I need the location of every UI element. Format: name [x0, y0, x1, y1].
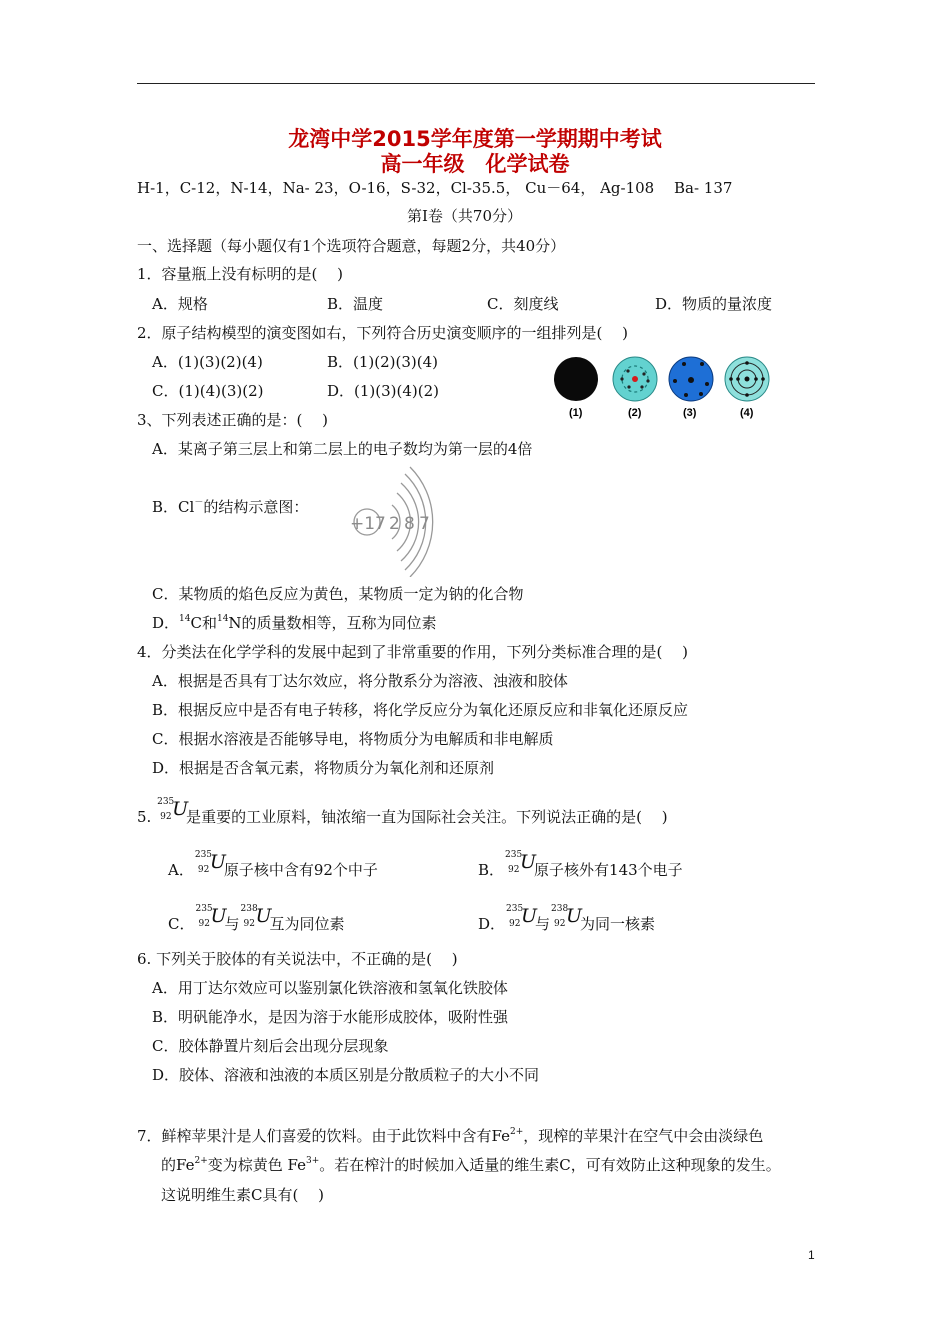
q4-option-a: A．根据是否具有丁达尔效应，将分散系分为溶液、浊液和胶体 [152, 672, 568, 690]
q5-option-a: A． 235 92 U 原子核中含有92个中子 [168, 850, 378, 879]
q4-option-b: B．根据反应中是否有电子转移，将化学反应分为氧化还原反应和非氧化还原反应 [152, 701, 689, 719]
q6-option-a: A．用丁达尔效应可以鉴别氯化铁溶液和氢氧化铁胶体 [152, 979, 508, 997]
q1-option-a: A．规格 [152, 295, 208, 313]
model-1-dalton [554, 357, 598, 401]
shell-2-electrons: 8 [404, 514, 415, 534]
model-4-bohr [725, 357, 769, 401]
q7-line-3: 这说明维生素C具有( ) [161, 1186, 324, 1204]
q6-option-c: C．胶体静置片刻后会出现分层现象 [152, 1037, 389, 1055]
u235-symbol: 235 92 U [157, 797, 189, 822]
exam-title: 龙湾中学2015学年度第一学期期中考试 [288, 127, 662, 151]
q2-option-a: A．(1)(3)(2)(4) [152, 353, 263, 371]
shell-3-electrons: 7 [419, 514, 430, 534]
nucleus-charge: +17 [350, 514, 386, 534]
model-label-3: (3) [683, 407, 697, 419]
volume-heading: 第I卷（共70分） [407, 207, 523, 225]
q1-option-c: C．刻度线 [487, 295, 559, 313]
q5-option-d: D． 235 92 U 与 238 92 U 为同一核素 [478, 904, 656, 933]
atomic-models-figure [550, 350, 782, 422]
q2-option-c: C．(1)(4)(3)(2) [152, 382, 264, 400]
q7-line-1: 7．鲜榨苹果汁是人们喜爱的饮料。由于此饮料中含有$Fe^{2+}$，现榨的苹果汁在空气中会由淡绿色 [137, 1127, 764, 1145]
q3-option-c: C．某物质的焰色反应为黄色，某物质一定为钠的化合物 [152, 585, 524, 603]
q2-stem: 2．原子结构模型的演变图如右，下列符合历史演变顺序的一组排列是( ) [137, 324, 629, 342]
q4-option-d: D．根据是否含氧元素，将物质分为氧化剂和还原剂 [152, 759, 495, 777]
model-label-4: (4) [740, 407, 754, 419]
q3-option-d: D．$^{14}$C和$^{14}$N的质量数相等，互称为同位素 [152, 614, 437, 632]
model-label-2: (2) [628, 407, 642, 419]
q6-stem: 6. 下列关于胶体的有关说法中，不正确的是( ) [137, 950, 458, 968]
q4-stem: 4．分类法在化学学科的发展中起到了非常重要的作用，下列分类标准合理的是( ) [137, 643, 689, 661]
q6-option-b: B．明矾能净水，是因为溶于水能形成胶体，吸附性强 [152, 1008, 509, 1026]
q2-option-d: D．(1)(3)(4)(2) [327, 382, 440, 400]
q6-option-d: D．胶体、溶液和浊液的本质区别是分散质粒子的大小不同 [152, 1066, 540, 1084]
chloride-ion-diagram [340, 465, 450, 577]
model-2-plum-pudding [613, 357, 657, 401]
q4-option-c: C．根据水溶液是否能够导电，将物质分为电解质和非电解质 [152, 730, 554, 748]
page-number: 1 [808, 1248, 815, 1262]
q1-option-b: B．温度 [327, 295, 384, 313]
q1-option-d: D．物质的量浓度 [655, 295, 773, 313]
exam-subtitle: 高一年级 化学试卷 [380, 152, 570, 176]
q3-option-b: B．Cl－的结构示意图： [152, 498, 309, 516]
model-label-1: (1) [569, 407, 583, 419]
section-heading: 一、选择题（每小题仅有1个选项符合题意，每题2分，共40分） [137, 237, 566, 255]
shell-1-electrons: 2 [389, 514, 400, 534]
q1-stem: 1．容量瓶上没有标明的是( ) [137, 265, 344, 283]
q7-line-2: 的$Fe^{2+}$变为棕黄色 $Fe^{3+}$。若在榨汁的时候加入适量的维生素C，可有效防止这种现象的发生。 [161, 1156, 781, 1174]
q3-stem: 3、下列表述正确的是：( ) [137, 411, 329, 429]
model-3-rutherford [669, 357, 713, 401]
q3-option-a: A．某离子第三层上和第二层上的电子数均为第一层的4倍 [152, 440, 533, 458]
q5-option-b: B． 235 92 U 原子核外有143个电子 [478, 850, 683, 879]
q2-option-b: B．(1)(2)(3)(4) [327, 353, 439, 371]
q5-stem: 5. 235 92 U 是重要的工业原料，铀浓缩一直为国际社会关注。下列说法正确的是( ) [137, 797, 668, 826]
atomic-masses: H-1，C-12，N-14，Na- 23，O-16，S-32，Cl-35.5， Cu－64， Ag-108 Ba- 137 [137, 179, 733, 197]
q5-option-c: C． 235 92 U 与 238 92 U 互为同位素 [168, 904, 345, 933]
header-rule [137, 83, 815, 84]
